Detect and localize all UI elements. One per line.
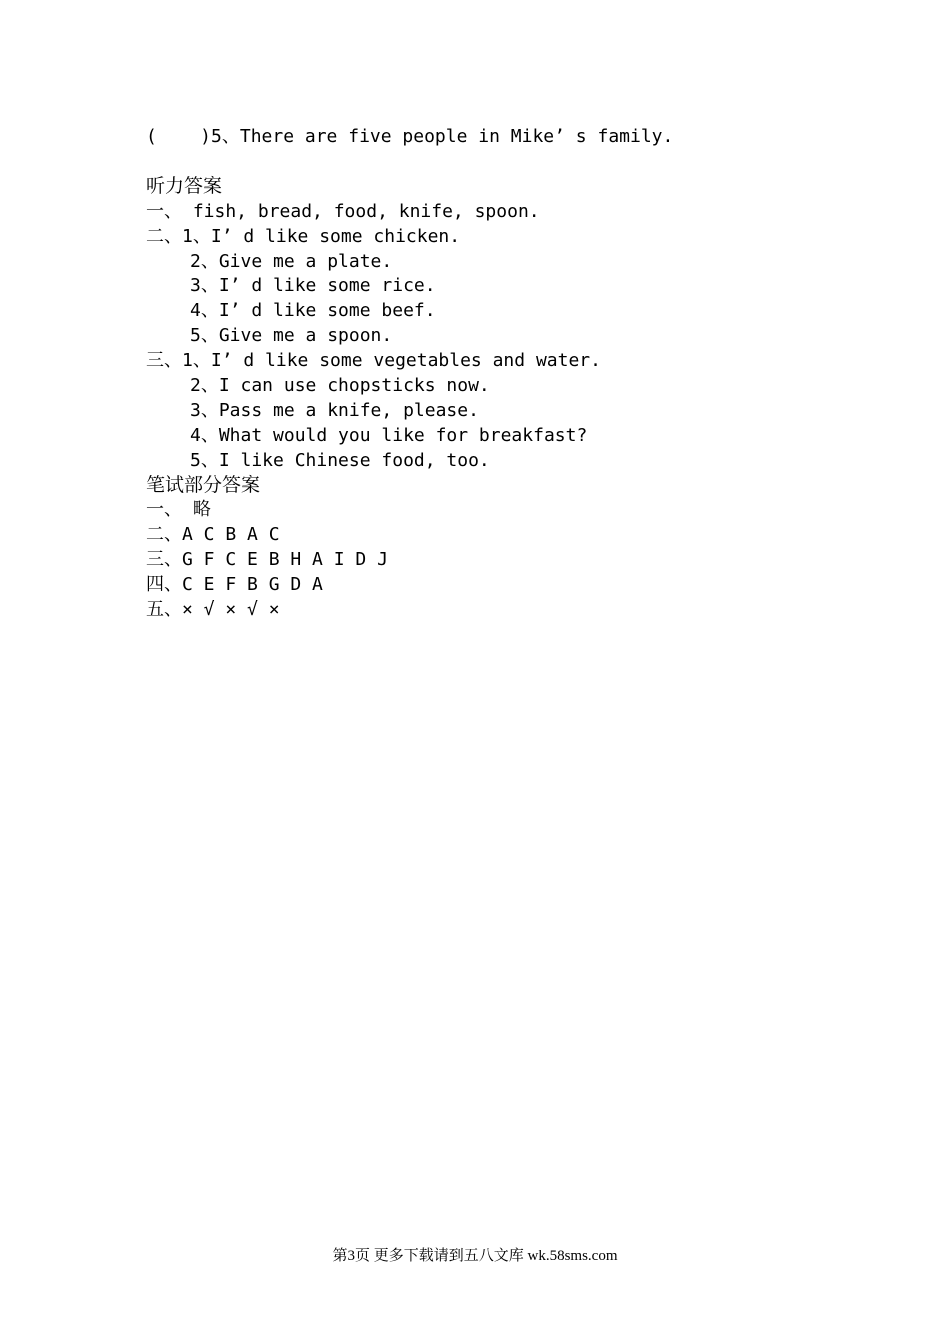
listening-part2-item: 2、Give me a plate. [190, 251, 393, 272]
listening-part2-first: 二、1、I’ d like some chicken. [146, 226, 461, 247]
page-footer: 第3页 更多下载请到五八文库 wk.58sms.com [332, 1248, 618, 1264]
listening-part3-item: 4、What would you like for breakfast? [190, 425, 588, 446]
listening-part2-item: 5、Give me a spoon. [190, 325, 393, 346]
question-line: ( )5、There are five people in Mike’ s family. [146, 126, 674, 147]
written-answer: 五、× √ × √ × [146, 599, 280, 620]
listening-answers-title: 听力答案 [146, 175, 223, 197]
listening-part2-item: 4、I’ d like some beef. [190, 300, 436, 321]
listening-part1: 一、 fish, bread, food, knife, spoon. [146, 201, 540, 222]
listening-part3-item: 5、I like Chinese food, too. [190, 450, 490, 471]
written-answer: 二、A C B A C [146, 524, 280, 545]
written-answer: 四、C E F B G D A [146, 574, 323, 595]
listening-part3-item: 2、I can use chopsticks now. [190, 375, 490, 396]
written-answer: 三、G F C E B H A I D J [146, 549, 388, 570]
listening-part3-first: 三、1、I’ d like some vegetables and water. [146, 350, 601, 371]
listening-part3-item: 3、Pass me a knife, please. [190, 400, 479, 421]
listening-part2-item: 3、I’ d like some rice. [190, 275, 436, 296]
written-answer: 一、 略 [146, 499, 211, 520]
written-answers-title: 笔试部分答案 [146, 474, 261, 496]
